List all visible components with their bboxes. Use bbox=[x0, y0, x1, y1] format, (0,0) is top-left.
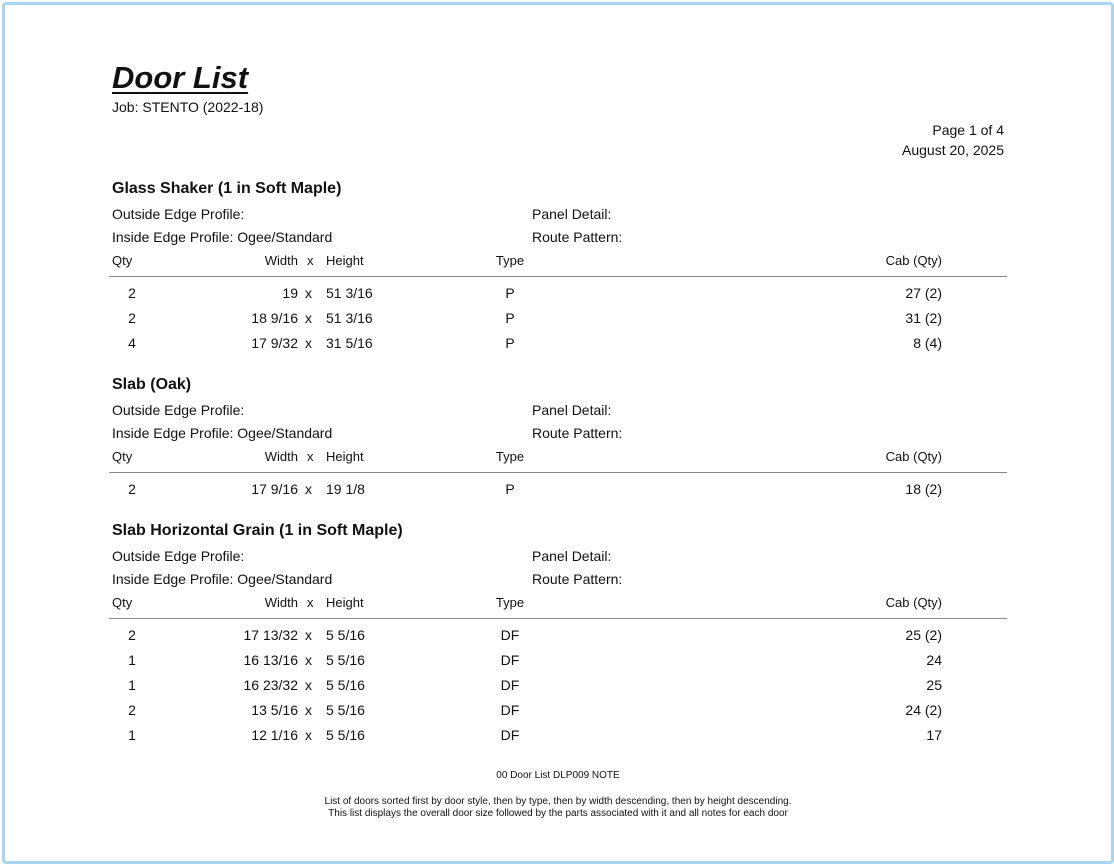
cell-type: P bbox=[505, 310, 515, 326]
table-row bbox=[0, 627, 1114, 652]
inside-edge-label: Inside Edge Profile: Ogee/Standard bbox=[112, 229, 333, 245]
cell-cab: 25 bbox=[926, 677, 942, 693]
col-header-cab: Cab (Qty) bbox=[885, 449, 942, 464]
cell-height: 51 3/16 bbox=[326, 285, 373, 301]
route-pattern-label: Route Pattern: bbox=[532, 425, 623, 441]
col-header-qty: Qty bbox=[112, 595, 133, 610]
route-pattern-label: Route Pattern: bbox=[532, 229, 623, 245]
cell-width: 17 9/16 bbox=[251, 481, 298, 497]
outside-edge-label: Outside Edge Profile: bbox=[112, 402, 245, 418]
panel-detail-label: Panel Detail: bbox=[532, 402, 612, 418]
job-label: Job: STENTO (2022-18) bbox=[112, 99, 264, 115]
table-row bbox=[0, 310, 1114, 335]
cell-type: DF bbox=[500, 677, 520, 693]
col-header-x: x bbox=[307, 253, 314, 268]
cell-type: DF bbox=[500, 702, 520, 718]
cell-type: P bbox=[505, 335, 515, 351]
col-header-type: Type bbox=[495, 253, 525, 268]
table-row bbox=[0, 481, 1114, 506]
cell-height: 5 5/16 bbox=[326, 702, 365, 718]
col-header-cab: Cab (Qty) bbox=[885, 595, 942, 610]
cell-width: 12 1/16 bbox=[251, 727, 298, 743]
cell-x: x bbox=[305, 335, 312, 351]
cell-width: 16 13/16 bbox=[243, 652, 298, 668]
cell-x: x bbox=[305, 627, 312, 643]
outside-edge-label: Outside Edge Profile: bbox=[112, 548, 245, 564]
cell-qty: 1 bbox=[128, 677, 136, 693]
cell-width: 16 23/32 bbox=[243, 677, 298, 693]
inside-edge-label: Inside Edge Profile: Ogee/Standard bbox=[112, 571, 333, 587]
cell-height: 5 5/16 bbox=[326, 677, 365, 693]
cell-type: P bbox=[505, 481, 515, 497]
page-number: Page 1 of 4 bbox=[932, 122, 1004, 138]
footer-line: This list displays the overall door size followed by the parts associated with it and all notes for each door bbox=[328, 808, 788, 819]
cell-height: 5 5/16 bbox=[326, 727, 365, 743]
cell-width: 17 13/32 bbox=[243, 627, 298, 643]
cell-height: 5 5/16 bbox=[326, 627, 365, 643]
cell-cab: 18 (2) bbox=[905, 481, 942, 497]
section-title: Slab (Oak) bbox=[112, 376, 192, 393]
cell-type: P bbox=[505, 285, 515, 301]
table-row bbox=[0, 677, 1114, 702]
cell-cab: 24 (2) bbox=[905, 702, 942, 718]
cell-cab: 17 bbox=[926, 727, 942, 743]
header-divider bbox=[109, 276, 1007, 277]
cell-cab: 24 bbox=[926, 652, 942, 668]
cell-height: 19 1/8 bbox=[326, 481, 365, 497]
col-header-x: x bbox=[307, 595, 314, 610]
cell-type: DF bbox=[500, 727, 520, 743]
col-header-height: Height bbox=[326, 253, 364, 268]
table-row bbox=[0, 652, 1114, 677]
footer-description bbox=[250, 796, 866, 820]
col-header-width: Width bbox=[264, 253, 298, 268]
cell-height: 31 5/16 bbox=[326, 335, 373, 351]
cell-x: x bbox=[305, 652, 312, 668]
cell-width: 19 bbox=[282, 285, 298, 301]
header-divider bbox=[109, 618, 1007, 619]
cell-x: x bbox=[305, 677, 312, 693]
col-header-qty: Qty bbox=[112, 449, 133, 464]
outside-edge-label: Outside Edge Profile: bbox=[112, 206, 245, 222]
cell-qty: 2 bbox=[128, 310, 136, 326]
cell-cab: 31 (2) bbox=[905, 310, 942, 326]
footer-line: List of doors sorted first by door style, then by type, then by width descending, then by height descending. bbox=[324, 796, 792, 807]
cell-qty: 1 bbox=[128, 652, 136, 668]
col-header-cab: Cab (Qty) bbox=[885, 253, 942, 268]
table-row bbox=[0, 727, 1114, 752]
cell-qty: 2 bbox=[128, 702, 136, 718]
panel-detail-label: Panel Detail: bbox=[532, 206, 612, 222]
cell-width: 18 9/16 bbox=[251, 310, 298, 326]
cell-height: 51 3/16 bbox=[326, 310, 373, 326]
col-header-height: Height bbox=[326, 449, 364, 464]
table-row bbox=[0, 335, 1114, 360]
report-title: Door List bbox=[112, 60, 249, 95]
section-title: Slab Horizontal Grain (1 in Soft Maple) bbox=[112, 522, 403, 539]
table-row bbox=[0, 702, 1114, 727]
cell-width: 17 9/32 bbox=[251, 335, 298, 351]
inside-edge-label: Inside Edge Profile: Ogee/Standard bbox=[112, 425, 333, 441]
header-divider bbox=[109, 472, 1007, 473]
cell-cab: 25 (2) bbox=[905, 627, 942, 643]
footer-reference: 00 Door List DLP009 NOTE bbox=[496, 770, 620, 781]
cell-qty: 1 bbox=[128, 727, 136, 743]
cell-cab: 27 (2) bbox=[905, 285, 942, 301]
cell-qty: 4 bbox=[128, 335, 136, 351]
col-header-width: Width bbox=[264, 595, 298, 610]
route-pattern-label: Route Pattern: bbox=[532, 571, 623, 587]
cell-x: x bbox=[305, 727, 312, 743]
cell-qty: 2 bbox=[128, 627, 136, 643]
cell-x: x bbox=[305, 481, 312, 497]
col-header-x: x bbox=[307, 449, 314, 464]
cell-x: x bbox=[305, 310, 312, 326]
cell-type: DF bbox=[500, 652, 520, 668]
table-row bbox=[0, 285, 1114, 310]
panel-detail-label: Panel Detail: bbox=[532, 548, 612, 564]
cell-width: 13 5/16 bbox=[251, 702, 298, 718]
col-header-type: Type bbox=[495, 449, 525, 464]
cell-qty: 2 bbox=[128, 481, 136, 497]
cell-x: x bbox=[305, 285, 312, 301]
cell-qty: 2 bbox=[128, 285, 136, 301]
page-info bbox=[840, 120, 1004, 160]
cell-type: DF bbox=[500, 627, 520, 643]
col-header-height: Height bbox=[326, 595, 364, 610]
section-title: Glass Shaker (1 in Soft Maple) bbox=[112, 180, 342, 197]
cell-x: x bbox=[305, 702, 312, 718]
col-header-width: Width bbox=[264, 449, 298, 464]
cell-cab: 8 (4) bbox=[913, 335, 942, 351]
cell-height: 5 5/16 bbox=[326, 652, 365, 668]
report-date: August 20, 2025 bbox=[902, 142, 1004, 158]
col-header-type: Type bbox=[495, 595, 525, 610]
col-header-qty: Qty bbox=[112, 253, 133, 268]
